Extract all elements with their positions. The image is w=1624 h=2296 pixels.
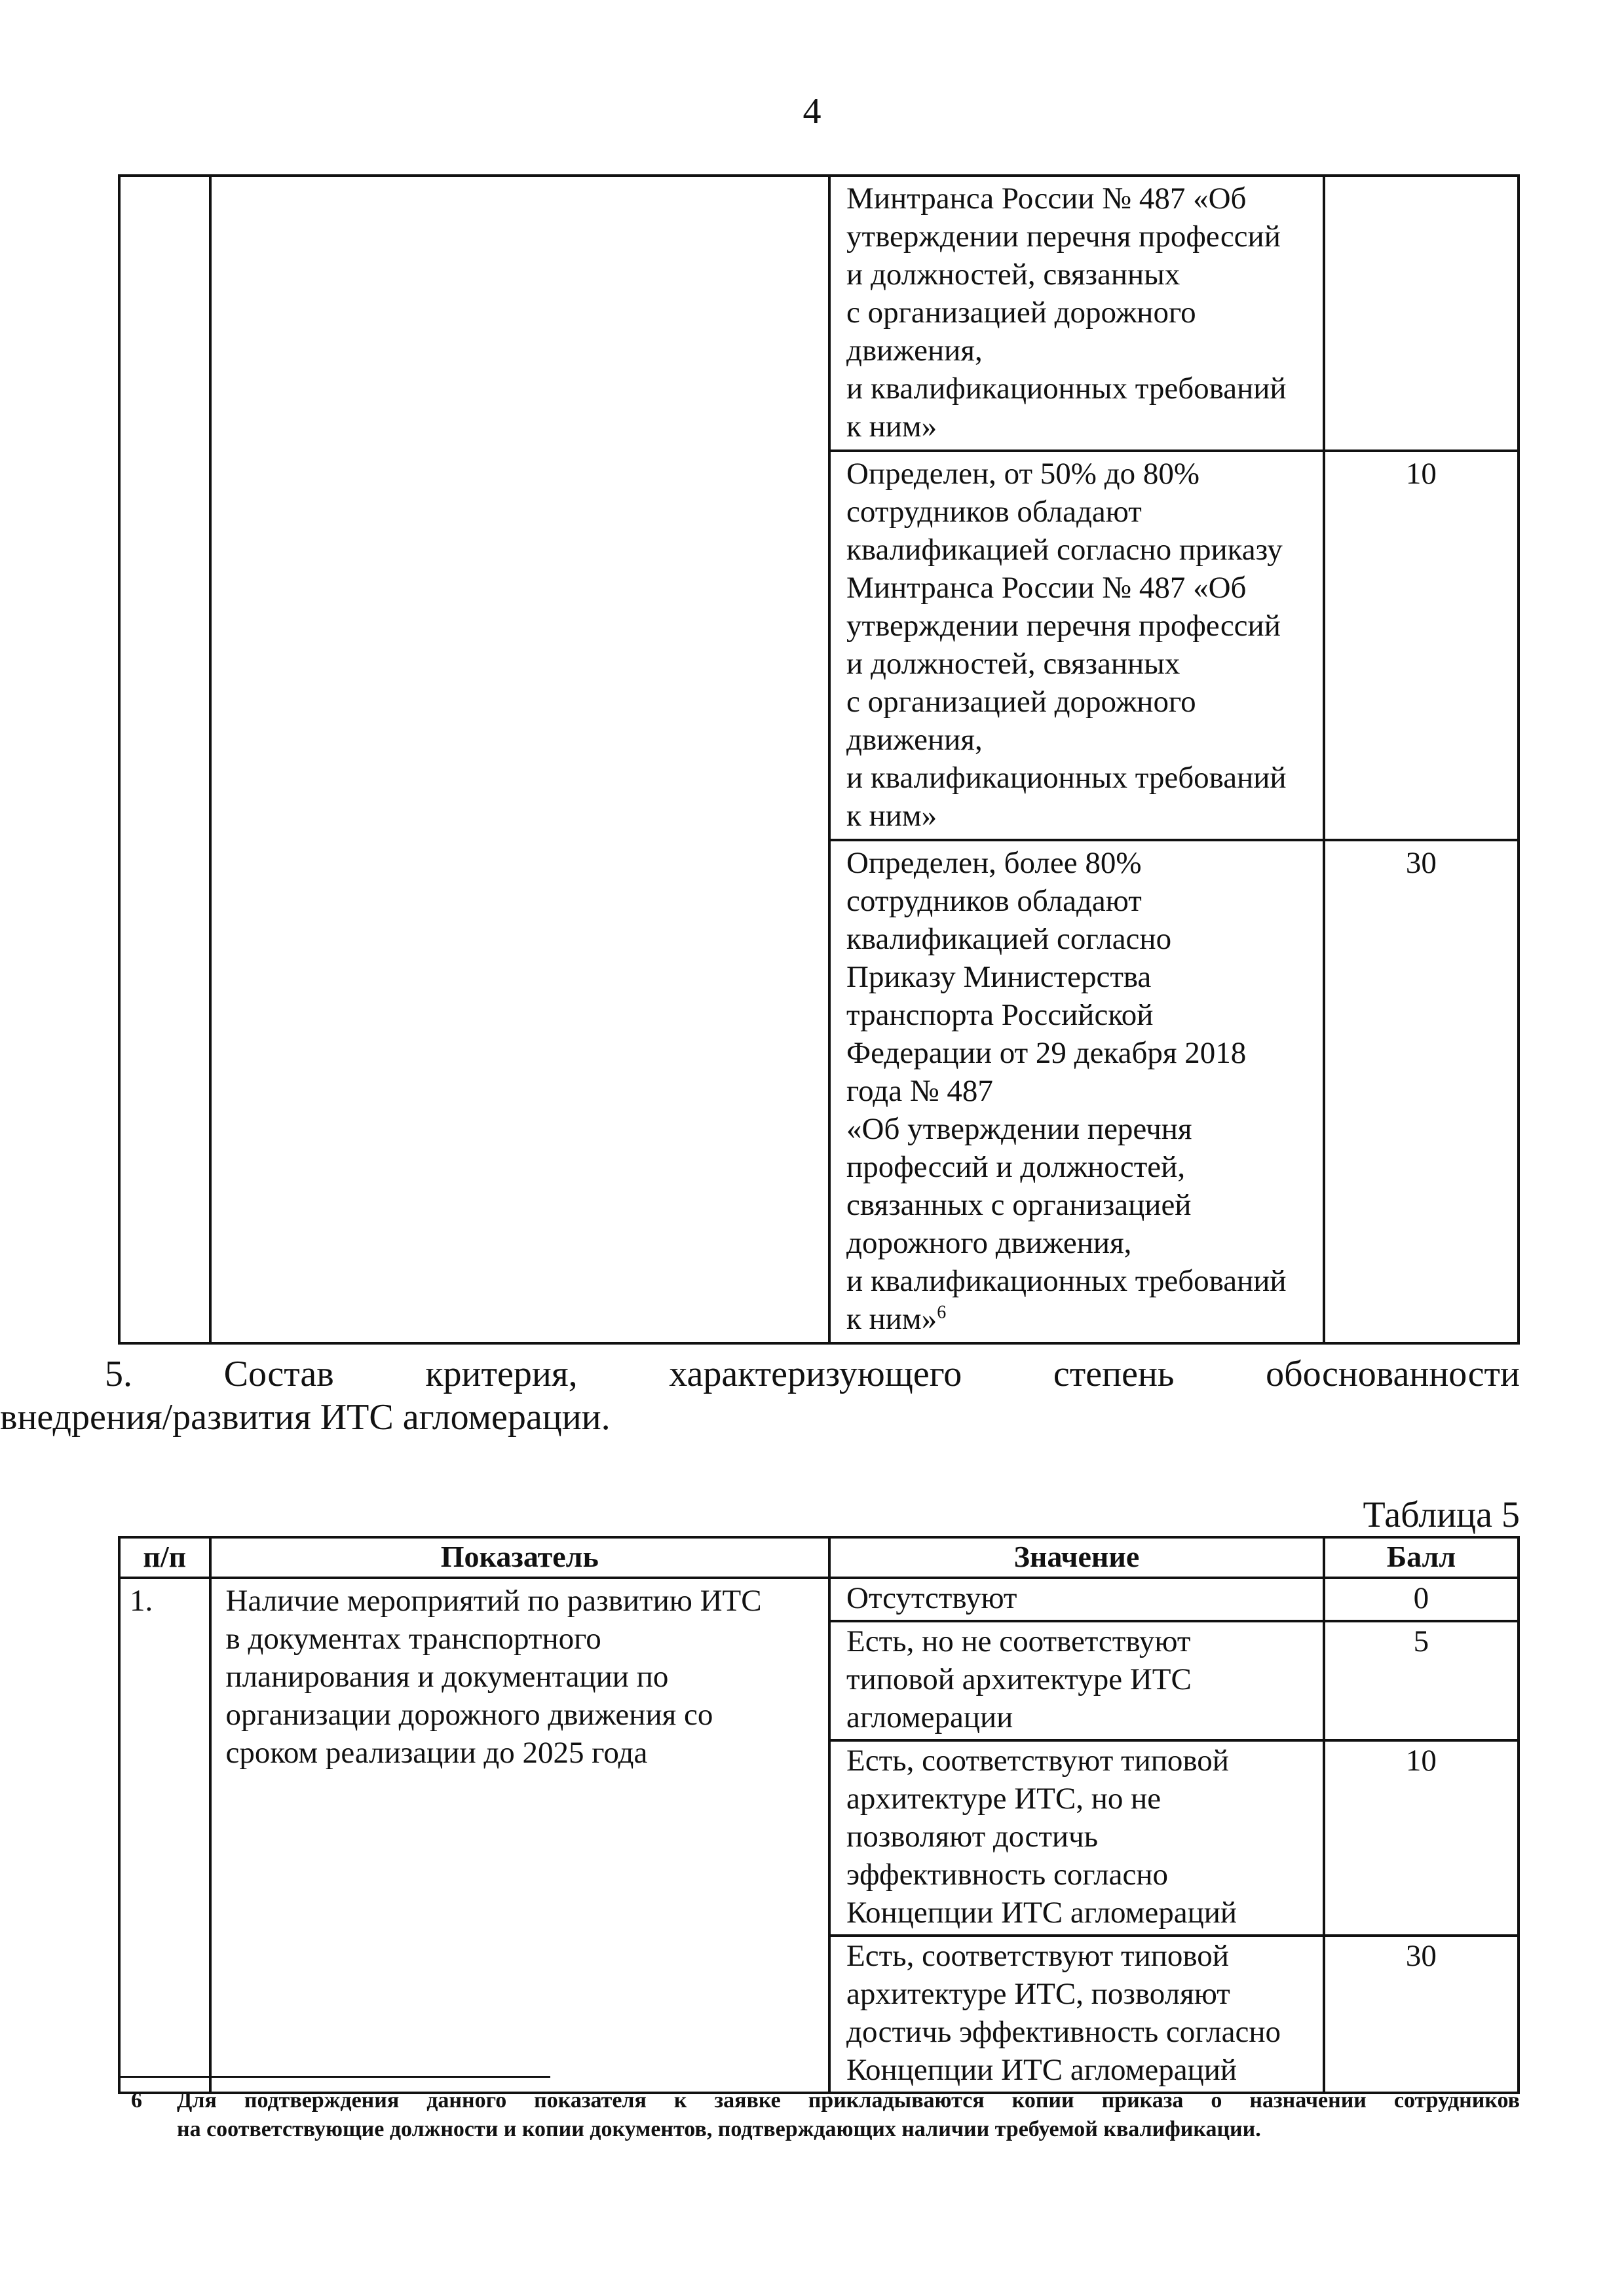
- score-cell: 30: [1324, 840, 1519, 1343]
- value-cell: [829, 840, 1324, 1343]
- footnote-divider: [118, 2076, 550, 2078]
- page-number: 4: [803, 91, 821, 132]
- value-cell: Отсутствуют: [829, 1578, 1324, 1621]
- header-value: Значение: [829, 1537, 1324, 1578]
- footnote-number: 6: [131, 2088, 142, 2113]
- footnote-line-1: Для подтверждения данного показателя к заявке прикладываются копии приказа о назначении сотрудников: [177, 2088, 1520, 2113]
- indicator-cell: [210, 176, 830, 1343]
- score-cell: 10: [1324, 451, 1519, 840]
- section-line-1: 5. Состав критерия, характеризующего степень обоснованности: [105, 1354, 1520, 1394]
- value-cell: Определен, от 50% до 80% сотрудников обладают квалификацией согласно приказу Минтранса России № 487 «Об утверждении перечня профессий и должностей, связанных с организацией дорожного движения, и квалификационных требований к ним»: [829, 451, 1324, 840]
- table-header-row: [119, 1537, 1519, 1578]
- value-cell: Есть, но не соответствуют типовой архитектуре ИТС агломерации: [829, 1621, 1324, 1740]
- header-indicator: Показатель: [210, 1537, 830, 1578]
- value-text: Определен, более 80% сотрудников обладают квалификацией согласно Приказу Министерства транспорта Российской Федерации от 29 декабря 2018 года № 487 «Об утверждении перечня профессий и должностей, связанных с организацией дорожного движения, и квалификационных требований к ним»: [846, 846, 1287, 1336]
- indicator-cell: Наличие мероприятий по развитию ИТС в документах транспортного планирования и документации по организации дорожного движения со сроком реализации до 2025 года: [210, 1578, 830, 2093]
- footnote: [131, 2086, 1520, 2144]
- table-row: [119, 176, 1519, 451]
- score-cell: 5: [1324, 1621, 1519, 1740]
- number-cell: [119, 176, 210, 1343]
- footnote-line-2: на соответствующие должности и копии документов, подтверждающих наличии требуемой квалификации.: [177, 2117, 1261, 2141]
- value-cell: Минтранса России № 487 «Об утверждении перечня профессий и должностей, связанных с организацией дорожного движения, и квалификационных требований к ним»: [829, 176, 1324, 451]
- criteria-table-5: [118, 1536, 1520, 2094]
- value-cell: Есть, соответствуют типовой архитектуре ИТС, позволяют достичь эффективность согласно Концепции ИТС агломераций: [829, 1936, 1324, 2093]
- header-number: п/п: [119, 1537, 210, 1578]
- score-cell: 0: [1324, 1578, 1519, 1621]
- value-cell: Есть, соответствуют типовой архитектуре ИТС, но не позволяют достичь эффективность согласно Концепции ИТС агломераций: [829, 1740, 1324, 1936]
- section-heading: [0, 1352, 1520, 1439]
- header-score: Балл: [1324, 1537, 1519, 1578]
- table-row: [119, 1578, 1519, 1621]
- number-cell: 1.: [119, 1578, 210, 2093]
- footnote-mark: 6: [937, 1302, 947, 1323]
- score-cell: [1324, 176, 1519, 451]
- section-line-2: внедрения/развития ИТС агломерации.: [0, 1397, 611, 1438]
- score-cell: 30: [1324, 1936, 1519, 2093]
- score-cell: 10: [1324, 1740, 1519, 1936]
- criteria-table-continued: [118, 174, 1520, 1345]
- table-caption: Таблица 5: [1363, 1495, 1520, 1535]
